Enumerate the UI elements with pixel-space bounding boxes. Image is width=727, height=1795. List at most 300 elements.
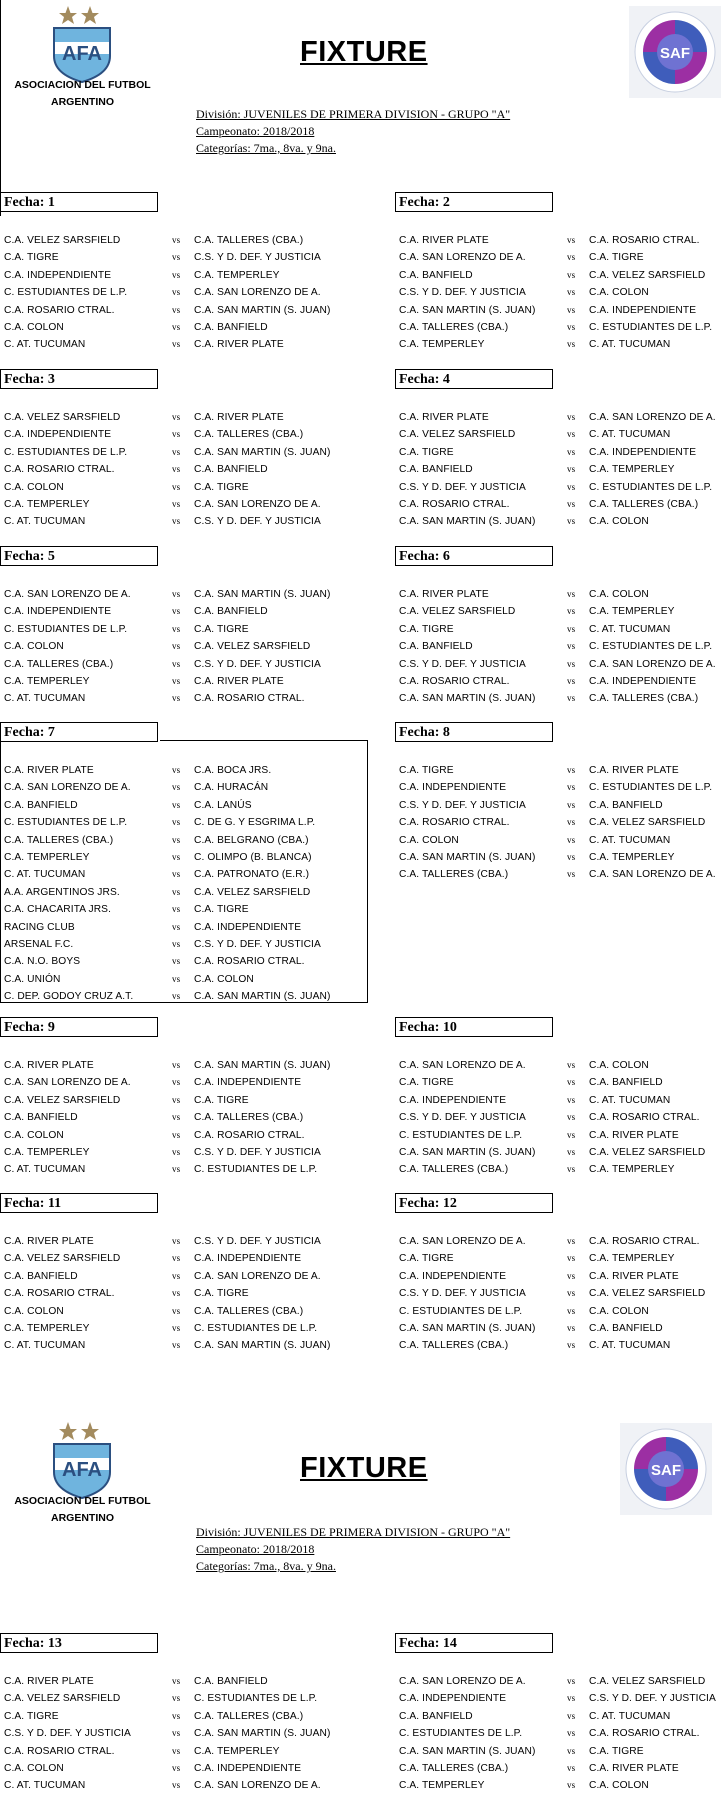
- match-row: [395, 1690, 727, 1707]
- home-team: C.A. TALLERES (CBA.): [399, 1762, 509, 1774]
- away-team: C.S. Y D. DEF. Y JUSTICIA: [194, 1146, 321, 1158]
- away-team: C.A. RIVER PLATE: [589, 1270, 679, 1282]
- home-team: C.A. INDEPENDIENTE: [399, 1270, 507, 1282]
- home-team: C.A. TEMPERLEY: [4, 498, 90, 510]
- match-row: [0, 1057, 356, 1074]
- vs-label: vs: [172, 1253, 181, 1264]
- round-label: Fecha: 11: [0, 1193, 158, 1213]
- home-team: C.A. ROSARIO CTRAL.: [4, 464, 115, 476]
- match-row: [395, 319, 727, 336]
- match-row: [0, 1743, 356, 1760]
- away-team: C.A. ROSARIO CTRAL.: [589, 235, 700, 246]
- vs-label: vs: [567, 481, 576, 492]
- home-team: C.A. VELEZ SARSFIELD: [4, 1094, 121, 1106]
- division-text: División: JUVENILES DE PRIMERA DIVISION - GRUPO "A": [196, 1525, 511, 1539]
- match-row: [395, 1057, 727, 1074]
- vs-label: vs: [567, 1060, 576, 1070]
- vs-label: vs: [172, 1340, 181, 1351]
- away-team: C.A. TEMPERLEY: [589, 1164, 675, 1176]
- away-team: C.A. TALLERES (CBA.): [194, 429, 304, 441]
- svg-text:SAF: SAF: [651, 1462, 681, 1479]
- home-team: C.A. VELEZ SARSFIELD: [4, 1253, 121, 1265]
- home-team: C.A. BANFIELD: [4, 799, 78, 811]
- match-row: [395, 797, 727, 814]
- away-team: C. AT. TUCUMAN: [589, 1340, 671, 1352]
- home-team: C. ESTUDIANTES DE L.P.: [399, 1728, 523, 1740]
- home-team: C.A. CHACARITA JRS.: [4, 904, 111, 916]
- match-row: [0, 832, 356, 849]
- vs-label: vs: [567, 1710, 576, 1721]
- away-team: C. ESTUDIANTES DE L.P.: [589, 321, 713, 333]
- match-row: [0, 849, 356, 866]
- away-team: C.A. TEMPERLEY: [194, 269, 280, 281]
- match-row: [0, 1233, 356, 1250]
- home-team: C.A. BANFIELD: [4, 1270, 78, 1282]
- home-team: C.A. SAN LORENZO DE A.: [4, 589, 131, 600]
- vs-label: vs: [172, 693, 181, 704]
- vs-label: vs: [172, 287, 181, 298]
- away-team: C.S. Y D. DEF. Y JUSTICIA: [194, 1236, 321, 1247]
- home-team: C.A. SAN LORENZO DE A.: [399, 1060, 526, 1071]
- vs-label: vs: [567, 675, 576, 686]
- match-row: [0, 797, 356, 814]
- vs-label: vs: [567, 1693, 576, 1704]
- match-row: [395, 1673, 727, 1690]
- tournament-info: [196, 106, 510, 157]
- home-team: C. AT. TUCUMAN: [4, 1780, 86, 1792]
- round-label: Fecha: 7: [0, 722, 158, 742]
- vs-label: vs: [567, 1094, 576, 1105]
- match-row: [0, 1092, 356, 1109]
- match-row: [0, 1268, 356, 1285]
- away-team: C.A. SAN MARTIN (S. JUAN): [194, 1728, 331, 1740]
- home-team: C.A. VELEZ SARSFIELD: [4, 1693, 121, 1705]
- home-team: C.A. VELEZ SARSFIELD: [399, 606, 516, 618]
- fecha7-box-top: [160, 740, 368, 741]
- away-team: C.A. INDEPENDIENTE: [589, 446, 697, 458]
- match-row: [0, 762, 356, 779]
- match-row: [395, 656, 727, 673]
- home-team: C.A. VELEZ SARSFIELD: [4, 235, 121, 246]
- match-row: [395, 461, 727, 478]
- vs-label: vs: [172, 1745, 181, 1756]
- home-team: C.A. TIGRE: [4, 252, 59, 264]
- home-team: C.A. INDEPENDIENTE: [4, 606, 112, 618]
- home-team: C. ESTUDIANTES DE L.P.: [4, 446, 128, 458]
- match-row: [395, 444, 727, 461]
- away-team: C.A. SAN MARTIN (S. JUAN): [194, 1060, 331, 1071]
- away-team: C.A. VELEZ SARSFIELD: [589, 1288, 706, 1300]
- away-team: C.A. SAN MARTIN (S. JUAN): [194, 304, 331, 316]
- match-row: [395, 302, 727, 319]
- match-row: [395, 832, 727, 849]
- match-list: [395, 1673, 727, 1795]
- match-row: [0, 936, 356, 953]
- match-row: [395, 621, 727, 638]
- vs-label: vs: [172, 1710, 181, 1721]
- match-row: [0, 971, 356, 988]
- match-row: [395, 1337, 727, 1354]
- home-team: C. ESTUDIANTES DE L.P.: [4, 817, 128, 829]
- away-team: C.A. TALLERES (CBA.): [194, 1710, 304, 1722]
- away-team: C. AT. TUCUMAN: [589, 834, 671, 846]
- vs-label: vs: [172, 1060, 181, 1070]
- away-team: C.A. COLON: [589, 1780, 649, 1792]
- away-team: C.A. COLON: [589, 287, 649, 299]
- home-team: C.A. RIVER PLATE: [4, 1236, 94, 1247]
- vs-label: vs: [567, 1340, 576, 1351]
- home-team: C.A. TEMPERLEY: [399, 339, 485, 351]
- match-row: [0, 1673, 356, 1690]
- saf-logo-icon: [620, 1423, 712, 1515]
- vs-label: vs: [567, 623, 576, 634]
- match-row: [395, 814, 727, 831]
- home-team: C.S. Y D. DEF. Y JUSTICIA: [399, 287, 526, 299]
- home-team: C.A. COLON: [399, 834, 459, 846]
- away-team: C.A. ROSARIO CTRAL.: [589, 1728, 700, 1740]
- round-label: Fecha: 5: [0, 546, 158, 566]
- match-row: [395, 638, 727, 655]
- vs-label: vs: [172, 1146, 181, 1157]
- home-team: C.A. TIGRE: [399, 765, 454, 776]
- away-team: C.A. BANFIELD: [194, 464, 268, 476]
- vs-label: vs: [172, 938, 181, 949]
- vs-label: vs: [172, 606, 181, 617]
- vs-label: vs: [567, 658, 576, 669]
- match-row: [395, 603, 727, 620]
- vs-label: vs: [567, 1288, 576, 1299]
- away-team: C.A. VELEZ SARSFIELD: [589, 817, 706, 829]
- match-row: [0, 267, 356, 284]
- match-row: [0, 426, 356, 443]
- vs-label: vs: [567, 304, 576, 315]
- away-team: C.A. HURACÁN: [194, 782, 269, 794]
- vs-label: vs: [172, 1077, 181, 1088]
- vs-label: vs: [567, 589, 576, 599]
- away-team: C.A. ROSARIO CTRAL.: [194, 693, 305, 705]
- match-row: [395, 284, 727, 301]
- match-row: [0, 656, 356, 673]
- match-list: [395, 409, 727, 531]
- home-team: C. ESTUDIANTES DE L.P.: [399, 1129, 523, 1141]
- vs-label: vs: [172, 1693, 181, 1704]
- home-team: C.A. VELEZ SARSFIELD: [4, 412, 121, 423]
- match-row: [395, 1233, 727, 1250]
- match-row: [0, 1144, 356, 1161]
- home-team: C.A. TALLERES (CBA.): [399, 1164, 509, 1176]
- home-team: C.A. BANFIELD: [4, 1112, 78, 1124]
- home-team: C.A. RIVER PLATE: [4, 1060, 94, 1071]
- vs-label: vs: [567, 252, 576, 263]
- match-row: [395, 866, 727, 883]
- vs-label: vs: [567, 321, 576, 332]
- away-team: C.A. TALLERES (CBA.): [194, 235, 304, 246]
- away-team: C.A. COLON: [589, 1305, 649, 1317]
- away-team: C.A. LANÚS: [194, 799, 252, 811]
- vs-label: vs: [172, 886, 181, 897]
- categorias-text: Categorías: 7ma., 8va. y 9na.: [196, 141, 336, 155]
- vs-label: vs: [172, 1164, 181, 1175]
- away-team: C.A. INDEPENDIENTE: [194, 921, 302, 933]
- round-label: Fecha: 6: [395, 546, 553, 566]
- home-team: C.A. RIVER PLATE: [399, 589, 489, 600]
- home-team: C.A. TALLERES (CBA.): [4, 834, 114, 846]
- vs-label: vs: [172, 589, 181, 599]
- home-team: C.A. ROSARIO CTRAL.: [399, 498, 510, 510]
- vs-label: vs: [172, 869, 181, 880]
- away-team: C.A. VELEZ SARSFIELD: [589, 269, 706, 281]
- round-label: Fecha: 12: [395, 1193, 553, 1213]
- match-row: [395, 1127, 727, 1144]
- match-row: [0, 444, 356, 461]
- vs-label: vs: [567, 1236, 576, 1246]
- away-team: C.A. COLON: [194, 973, 254, 985]
- home-team: C.A. TEMPERLEY: [4, 851, 90, 863]
- match-row: [395, 336, 727, 353]
- away-team: C.A. SAN MARTIN (S. JUAN): [194, 1340, 331, 1352]
- away-team: C.A. VELEZ SARSFIELD: [194, 886, 311, 898]
- match-row: [0, 814, 356, 831]
- away-team: C. AT. TUCUMAN: [589, 429, 671, 441]
- home-team: C.A. INDEPENDIENTE: [399, 782, 507, 794]
- match-row: [395, 496, 727, 513]
- match-list: [0, 586, 356, 708]
- vs-label: vs: [567, 1745, 576, 1756]
- vs-label: vs: [172, 498, 181, 509]
- vs-label: vs: [567, 641, 576, 652]
- vs-label: vs: [567, 765, 576, 775]
- home-team: C. AT. TUCUMAN: [4, 1164, 86, 1176]
- home-team: C.A. ROSARIO CTRAL.: [4, 1745, 115, 1757]
- home-team: C.A. COLON: [4, 641, 64, 653]
- match-row: [395, 1777, 727, 1794]
- vs-label: vs: [567, 1146, 576, 1157]
- home-team: C.A. SAN MARTIN (S. JUAN): [399, 851, 536, 863]
- home-team: C.A. TIGRE: [399, 1077, 454, 1089]
- home-team: C.A. SAN MARTIN (S. JUAN): [399, 1745, 536, 1757]
- match-row: [0, 1725, 356, 1742]
- vs-label: vs: [172, 1112, 181, 1123]
- home-team: C.A. SAN LORENZO DE A.: [399, 1236, 526, 1247]
- match-row: [0, 638, 356, 655]
- vs-label: vs: [567, 287, 576, 298]
- vs-label: vs: [567, 339, 576, 350]
- svg-text:SAF: SAF: [660, 45, 690, 62]
- home-team: C.S. Y D. DEF. Y JUSTICIA: [399, 1288, 526, 1300]
- away-team: C.A. INDEPENDIENTE: [589, 675, 697, 687]
- home-team: C.A. SAN MARTIN (S. JUAN): [399, 1146, 536, 1158]
- match-row: [395, 232, 727, 249]
- home-team: C.S. Y D. DEF. Y JUSTICIA: [399, 481, 526, 493]
- vs-label: vs: [567, 1676, 576, 1686]
- home-team: C.A. INDEPENDIENTE: [4, 429, 112, 441]
- home-team: C.A. TALLERES (CBA.): [399, 321, 509, 333]
- vs-label: vs: [567, 1077, 576, 1088]
- away-team: C. ESTUDIANTES DE L.P.: [589, 782, 713, 794]
- vs-label: vs: [172, 1780, 181, 1791]
- away-team: C.A. INDEPENDIENTE: [589, 304, 697, 316]
- vs-label: vs: [567, 498, 576, 509]
- vs-label: vs: [172, 851, 181, 862]
- round-label: Fecha: 1: [0, 192, 158, 212]
- vs-label: vs: [172, 1129, 181, 1140]
- home-team: C.A. TEMPERLEY: [4, 675, 90, 687]
- round-label: Fecha: 13: [0, 1633, 158, 1653]
- vs-label: vs: [567, 464, 576, 475]
- page-title: FIXTURE: [300, 1452, 428, 1484]
- vs-label: vs: [172, 1094, 181, 1105]
- home-team: C.A. TIGRE: [399, 446, 454, 458]
- away-team: C.A. RIVER PLATE: [194, 412, 284, 423]
- away-team: C.A. TEMPERLEY: [194, 1745, 280, 1757]
- home-team: C.A. TALLERES (CBA.): [4, 658, 114, 670]
- match-row: [395, 409, 727, 426]
- fecha7-box-right: [367, 740, 368, 1002]
- away-team: C.A. SAN MARTIN (S. JUAN): [194, 446, 331, 458]
- campeonato-text: Campeonato: 2018/2018: [196, 124, 315, 138]
- match-row: [395, 1161, 727, 1178]
- match-row: [395, 849, 727, 866]
- home-team: C.A. TIGRE: [399, 1253, 454, 1265]
- round-label: Fecha: 2: [395, 192, 553, 212]
- home-team: C. AT. TUCUMAN: [4, 1340, 86, 1352]
- home-team: C. ESTUDIANTES DE L.P.: [4, 623, 128, 635]
- home-team: C.A. COLON: [4, 1129, 64, 1141]
- away-team: C.A. SAN LORENZO DE A.: [589, 412, 716, 423]
- home-team: C.S. Y D. DEF. Y JUSTICIA: [399, 1112, 526, 1124]
- away-team: C.A. ROSARIO CTRAL.: [194, 1129, 305, 1141]
- match-row: [0, 284, 356, 301]
- away-team: C.A. TALLERES (CBA.): [589, 498, 699, 510]
- vs-label: vs: [172, 956, 181, 967]
- away-team: C.A. BANFIELD: [194, 321, 268, 333]
- away-team: C.A. RIVER PLATE: [589, 1129, 679, 1141]
- match-row: [395, 762, 727, 779]
- match-row: [0, 319, 356, 336]
- vs-label: vs: [172, 412, 181, 422]
- tournament-info: [196, 1524, 510, 1575]
- match-list: [395, 232, 727, 354]
- away-team: C. ESTUDIANTES DE L.P.: [589, 481, 713, 493]
- vs-label: vs: [172, 1728, 181, 1739]
- vs-label: vs: [567, 1112, 576, 1123]
- campeonato-text: Campeonato: 2018/2018: [196, 1542, 315, 1556]
- vs-label: vs: [172, 1288, 181, 1299]
- vs-label: vs: [567, 269, 576, 280]
- home-team: C.A. SAN LORENZO DE A.: [399, 1676, 526, 1687]
- match-row: [0, 1760, 356, 1777]
- match-row: [395, 1303, 727, 1320]
- vs-label: vs: [567, 1322, 576, 1333]
- home-team: C.A. SAN LORENZO DE A.: [4, 782, 131, 794]
- away-team: C.A. BELGRANO (CBA.): [194, 834, 309, 846]
- home-team: C.A. SAN MARTIN (S. JUAN): [399, 693, 536, 705]
- org-name: [0, 77, 165, 111]
- home-team: C.A. COLON: [4, 1762, 64, 1774]
- vs-label: vs: [172, 269, 181, 280]
- home-team: C.A. INDEPENDIENTE: [399, 1094, 507, 1106]
- away-team: C. AT. TUCUMAN: [589, 623, 671, 635]
- away-team: C. ESTUDIANTES DE L.P.: [194, 1322, 318, 1334]
- away-team: C.A. TEMPERLEY: [589, 606, 675, 618]
- match-row: [0, 953, 356, 970]
- match-row: [0, 586, 356, 603]
- away-team: C.S. Y D. DEF. Y JUSTICIA: [194, 658, 321, 670]
- vs-label: vs: [567, 412, 576, 422]
- home-team: C.A. ROSARIO CTRAL.: [399, 675, 510, 687]
- match-row: [0, 1127, 356, 1144]
- home-team: C.A. SAN LORENZO DE A.: [399, 252, 526, 264]
- home-team: C.A. TIGRE: [4, 1710, 59, 1722]
- home-team: C.A. BANFIELD: [399, 269, 473, 281]
- vs-label: vs: [172, 235, 181, 245]
- away-team: C.A. RIVER PLATE: [589, 765, 679, 776]
- away-team: C.A. TIGRE: [194, 623, 249, 635]
- vs-label: vs: [567, 1780, 576, 1791]
- match-row: [0, 513, 356, 530]
- match-row: [0, 603, 356, 620]
- home-team: C. AT. TUCUMAN: [4, 516, 86, 528]
- home-team: C.A. SAN MARTIN (S. JUAN): [399, 1322, 536, 1334]
- vs-label: vs: [172, 817, 181, 828]
- vs-label: vs: [567, 869, 576, 880]
- away-team: C.S. Y D. DEF. Y JUSTICIA: [589, 1693, 716, 1705]
- home-team: C.A. COLON: [4, 1305, 64, 1317]
- home-team: C.A. ROSARIO CTRAL.: [399, 817, 510, 829]
- match-row: [395, 673, 727, 690]
- match-list: [0, 762, 356, 1005]
- match-list: [0, 1233, 356, 1355]
- vs-label: vs: [567, 235, 576, 245]
- vs-label: vs: [172, 782, 181, 793]
- match-list: [0, 409, 356, 531]
- match-row: [0, 1320, 356, 1337]
- away-team: C. ESTUDIANTES DE L.P.: [589, 641, 713, 653]
- svg-text:AFA: AFA: [62, 1459, 102, 1481]
- home-team: C.A. RIVER PLATE: [4, 765, 94, 776]
- away-team: C. AT. TUCUMAN: [589, 339, 671, 351]
- match-row: [395, 1268, 727, 1285]
- away-team: C.A. BANFIELD: [589, 1322, 663, 1334]
- round-label: Fecha: 9: [0, 1017, 158, 1037]
- match-row: [395, 1144, 727, 1161]
- org-name-line2: ARGENTINO: [51, 96, 114, 108]
- vs-label: vs: [172, 675, 181, 686]
- round-label: Fecha: 3: [0, 369, 158, 389]
- home-team: C. AT. TUCUMAN: [4, 339, 86, 351]
- home-team: C.A. TEMPERLEY: [4, 1146, 90, 1158]
- match-row: [0, 1074, 356, 1091]
- away-team: C.A. TIGRE: [194, 1288, 249, 1300]
- org-name-line1: ASOCIACION DEL FUTBOL: [14, 79, 151, 91]
- match-row: [0, 1285, 356, 1302]
- vs-label: vs: [567, 782, 576, 793]
- vs-label: vs: [172, 1762, 181, 1773]
- saf-logo-icon: [629, 6, 721, 98]
- vs-label: vs: [172, 1676, 181, 1686]
- home-team: C.A. BANFIELD: [399, 641, 473, 653]
- vs-label: vs: [172, 429, 181, 440]
- away-team: C.A. INDEPENDIENTE: [194, 1762, 302, 1774]
- away-team: C. ESTUDIANTES DE L.P.: [194, 1693, 318, 1705]
- home-team: C. ESTUDIANTES DE L.P.: [399, 1305, 523, 1317]
- away-team: C.S. Y D. DEF. Y JUSTICIA: [194, 516, 321, 528]
- home-team: C.S. Y D. DEF. Y JUSTICIA: [399, 799, 526, 811]
- match-row: [395, 1074, 727, 1091]
- home-team: C.A. TEMPERLEY: [399, 1780, 485, 1792]
- away-team: C. OLIMPO (B. BLANCA): [194, 851, 312, 863]
- match-row: [0, 901, 356, 918]
